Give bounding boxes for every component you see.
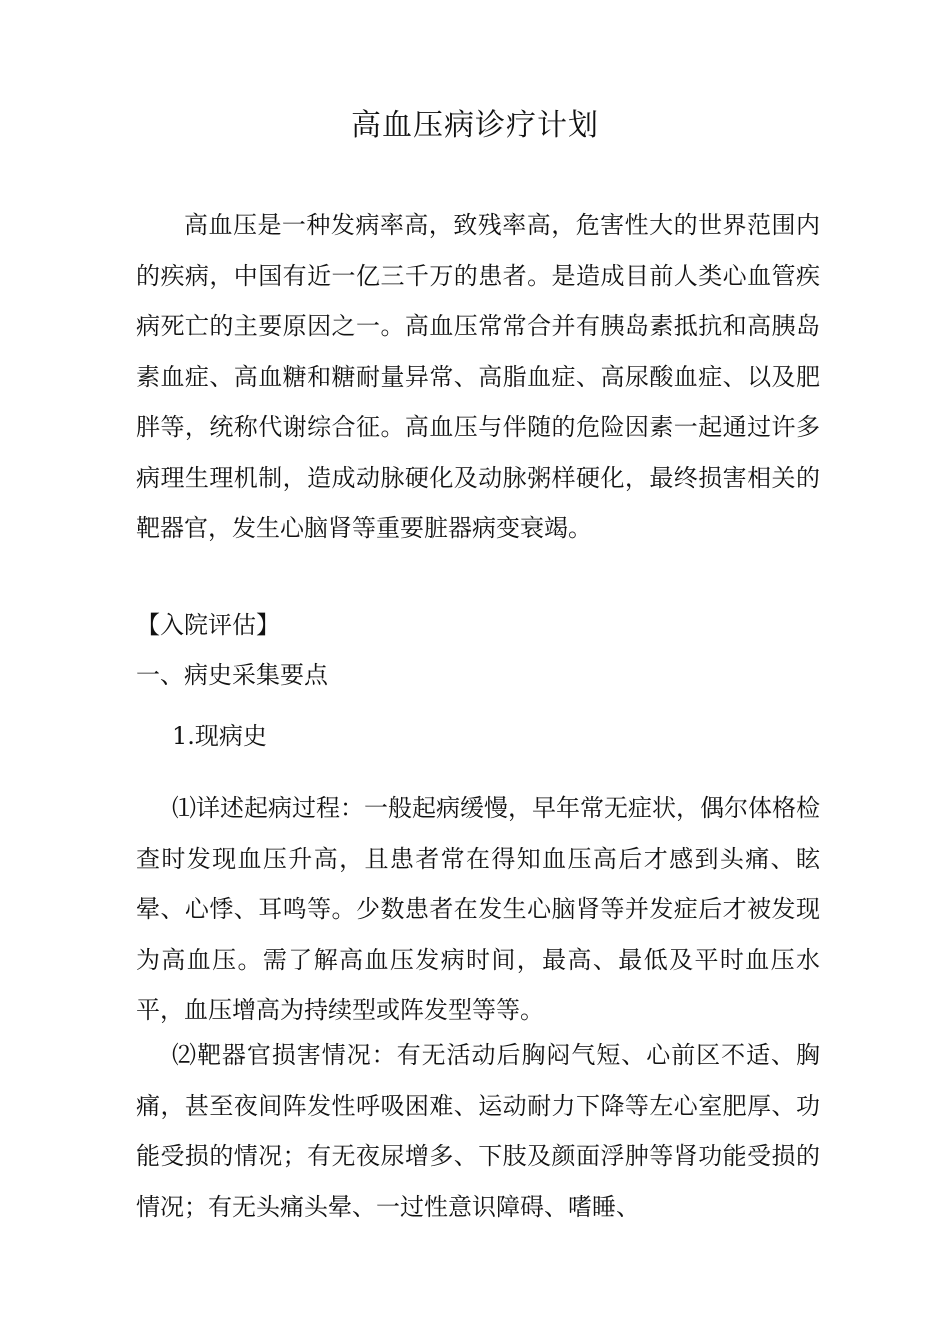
list-item-onset-process	[136, 783, 820, 1036]
subsection-heading-text: 1.现病史	[172, 722, 267, 750]
subsection-heading-present-illness	[172, 711, 820, 762]
intro-text: 高血压是一种发病率高，致残率高，危害性大的世界范围内的疾病，中国有近一亿三千万的患者。是造成目前人类心血管疾病死亡的主要原因之一。高血压常常合并有胰岛素抵抗和高胰岛素血症、高血糖和糖耐量异常、高脂血症、高尿酸血症、以及肥胖等，统称代谢综合征。高血压与伴随的危险因素一起通过许多病理生理机制，造成动脉硬化及动脉粥样硬化，最终损害相关的靶器官，发生心脑肾等重要脏器病变衰竭。	[136, 211, 820, 542]
list-item-target-organ-damage	[136, 1030, 820, 1232]
list-item-target-organ-text: ⑵靶器官损害情况：有无活动后胸闷气短、心前区不适、胸痛，甚至夜间阵发性呼吸困难、运动耐力下降等左心室肥厚、功能受损的情况；有无夜尿增多、下肢及颜面浮肿等肾功能受损的情况；有无头痛头晕、一过性意识障碍、嗜睡、	[136, 1041, 820, 1221]
intro-paragraph	[136, 200, 820, 554]
section-heading-history-text: 一、病史采集要点	[136, 661, 328, 689]
admission-heading	[136, 600, 820, 651]
section-heading-history	[136, 650, 820, 701]
document-title: 高血压病诊疗计划	[351, 108, 599, 143]
list-item-onset-text: ⑴详述起病过程：一般起病缓慢，早年常无症状，偶尔体格检查时发现血压升高，且患者常在得知血压高后才感到头痛、眩晕、心悸、耳鸣等。少数患者在发生心脑肾等并发症后才被发现为高血压。需了解高血压发病时间，最高、最低及平时血压水平，血压增高为持续型或阵发型等等。	[136, 794, 820, 1024]
admission-heading-text: 【入院评估】	[136, 611, 280, 639]
